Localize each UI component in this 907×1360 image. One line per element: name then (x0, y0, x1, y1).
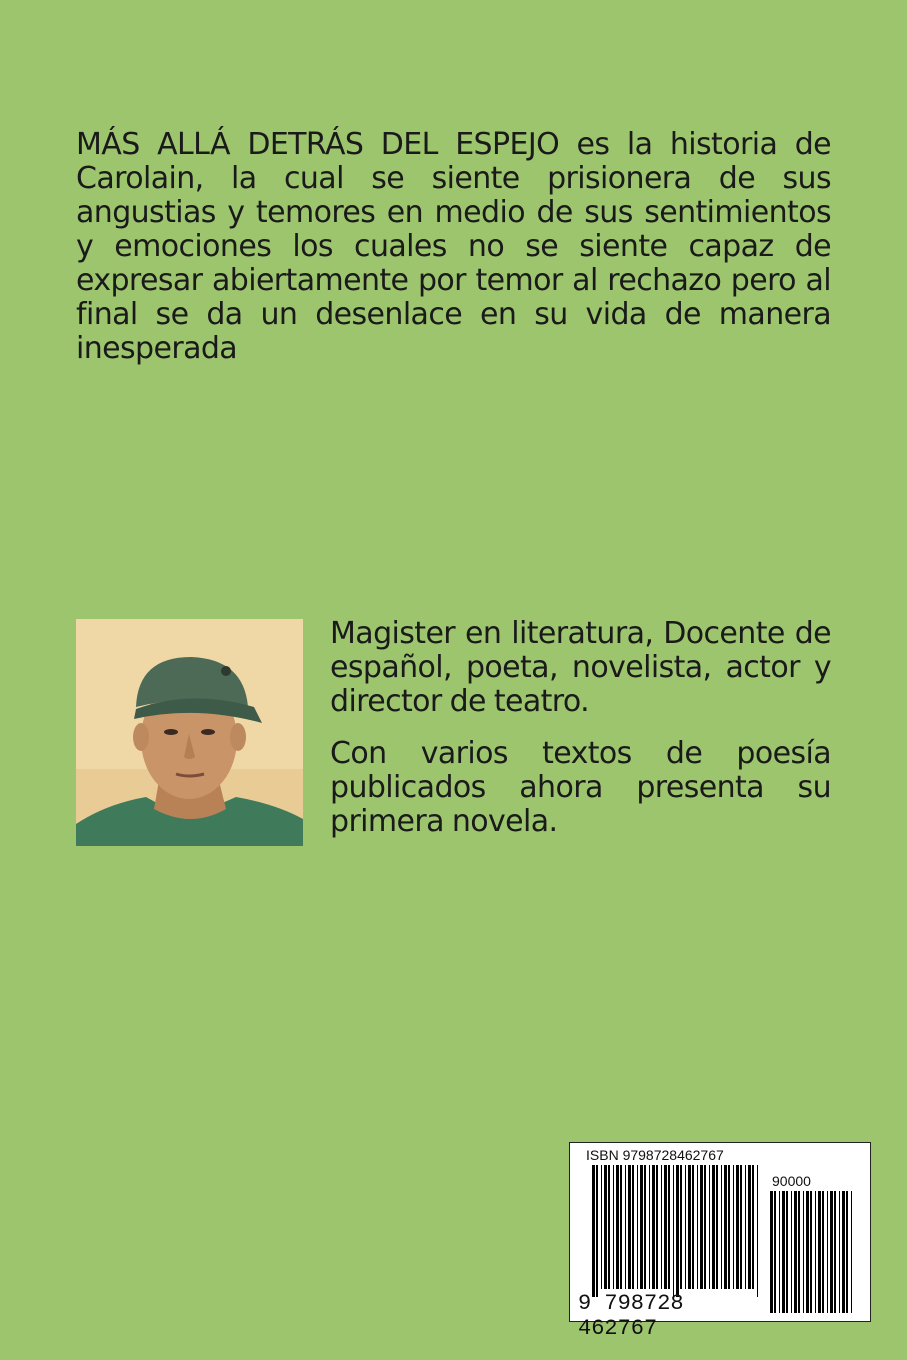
price-code: 90000 (772, 1173, 811, 1189)
isbn-digits: 9 798728 462767 (578, 1291, 684, 1341)
synopsis-text: MÁS ALLÁ DETRÁS DEL ESPEJO es la historia de Carolain, la cual se siente prisionera de sus angustias y temores en medio de sus sentimientos y emociones los cuales no se siente capaz de expresar abiertamente por temor al rechazo pero al final se da un desenlace en su vida de manera inesperada (76, 127, 831, 366)
author-bio-paragraph-2: Con varios textos de poesía publicados ahora presenta su primera novela. (330, 736, 831, 839)
author-photo (76, 619, 303, 846)
isbn-barcode (569, 1142, 871, 1341)
author-bio-paragraph-1: Magister en literatura, Docente de español, poeta, novelista, actor y director de teatro. (330, 616, 831, 719)
isbn-label: ISBN 9798728462767 (586, 1147, 724, 1163)
author-bio (330, 617, 831, 857)
